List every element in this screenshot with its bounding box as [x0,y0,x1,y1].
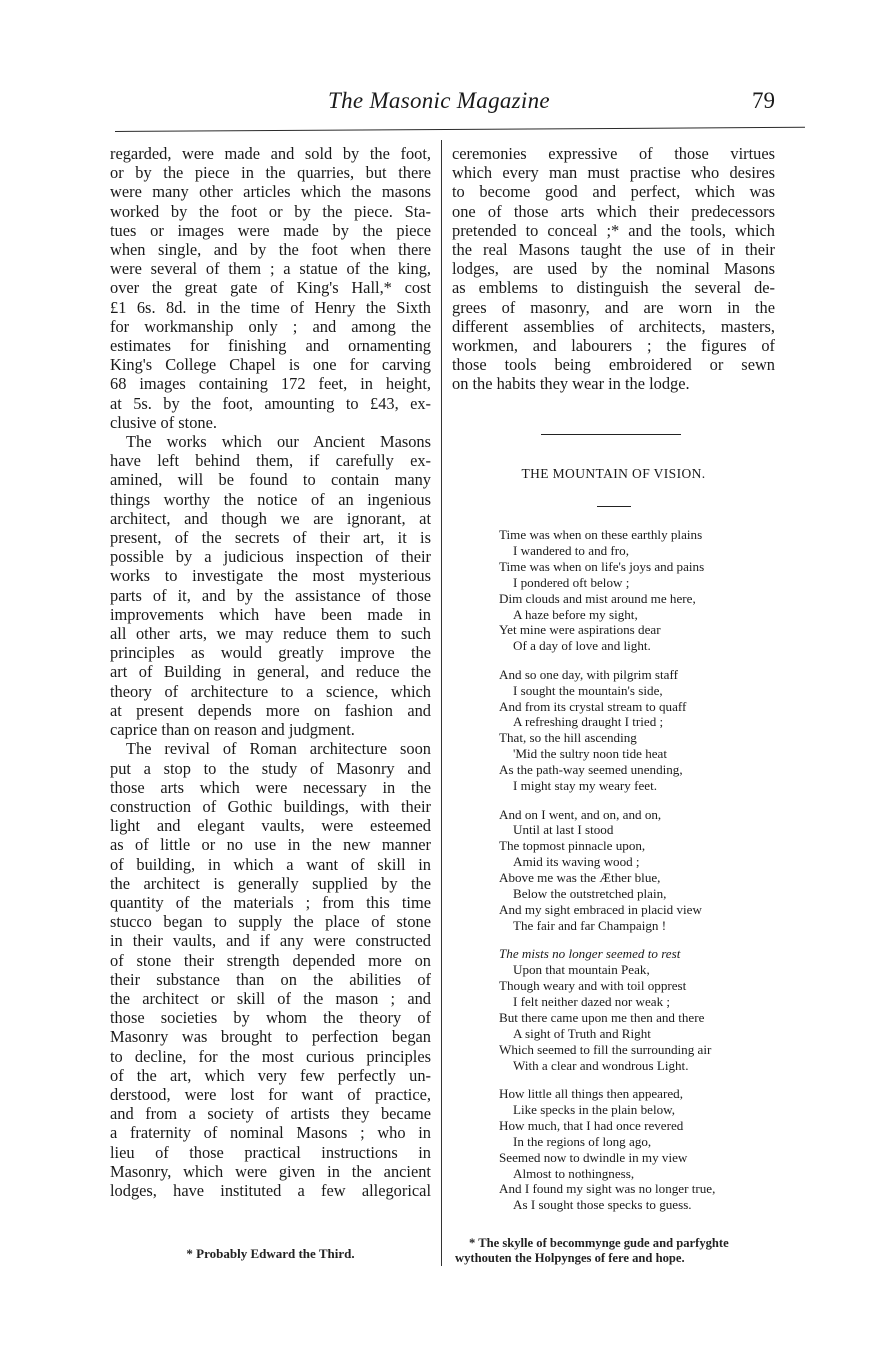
text-line: art of Building in general, and reduce the [110,662,431,682]
text-line: principles as would greatly improve the [110,643,431,663]
poem-line: A sight of Truth and Right [513,1025,651,1041]
text-line: King's College Chapel is one for carving [110,355,431,375]
text-line: theory of architecture to a science, which [110,681,431,701]
text-line: put a stop to the study of Masonry and [110,758,431,778]
text-line: at 5s. by the foot, amounting to £43, ex- [110,393,431,413]
poem-line: And so one day, with pilgrim staff [499,666,678,682]
right-column [452,144,775,394]
poem-line: Dim clouds and mist around me here, [499,590,696,606]
running-head [0,86,889,122]
text-line: as of little or no use in the new manner [110,835,431,855]
poem-line: How much, that I had once revered [499,1117,684,1133]
text-line: a fraternity of nominal Masons ; who in [110,1123,431,1143]
left-column [110,144,431,1200]
text-line: worked by the foot or by the piece. Sta- [110,201,431,221]
text-line: for workmanship only ; and among the [110,316,431,336]
poem-line: Upon that mountain Peak, [513,962,650,978]
text-line: those societies by whom the theory of [110,1008,431,1028]
text-line: parts of it, and by the assistance of those [110,585,431,605]
text-line: were several of them ; a statue of the king, [110,259,431,279]
poem-line: Like specks in the plain below, [513,1101,676,1117]
text-line: lodges, are used by the nominal Masons [452,259,775,279]
text-line: amined, will be found to contain many [110,470,431,490]
text-line: the architect is generally supplied by the [110,873,431,893]
text-line: over the great gate of King's Hall,* cost [110,278,431,298]
text-line: one of those arts which their predecessors [452,201,775,221]
footnote-line: wythouten the Holpynges of fere and hope. [455,1251,685,1265]
text-line: different assemblies of architects, masters, [452,316,775,336]
poem-line: The topmost pinnacle upon, [499,838,646,854]
poem-line: I wandered to and fro, [513,542,629,558]
poem-line: With a clear and wondrous Light. [513,1057,689,1073]
poem-title: THE MOUNTAIN OF VISION. [521,466,706,481]
poem-line: The mists no longer seemed to rest [499,946,681,962]
poem-line: I might stay my weary feet. [513,778,657,794]
poem-line: Until at last I stood [513,822,614,838]
poem-stanza [499,667,784,794]
poem-line: And from its crystal stream to quaff [499,698,687,714]
poem-line: In the regions of long ago, [513,1133,652,1149]
text-line: regarded, were made and sold by the foot, [110,144,431,163]
poem-stanza [499,807,784,934]
poem-line: The fair and far Champaign ! [513,917,667,933]
text-line: present, of the secrets of their art, it is [110,528,431,548]
text-line: possible by a judicious inspection of their [110,547,431,567]
text-line: their substance than on the abilities of [110,969,431,989]
text-line: lodges, have instituted a few allegorical [110,1180,431,1200]
text-line: pretended to conceal ;* and the tools, which [452,220,775,240]
text-line: the real Masons taught the use of in their [452,240,775,260]
text-line: architect, and though we are ignorant, at [110,508,431,528]
text-line: were many other articles which the masons [110,182,431,202]
poem-line: That, so the hill ascending [499,730,637,746]
poem-line: Seemed now to dwindle in my view [499,1149,688,1165]
text-line: tues or images were made by the piece [110,220,431,240]
text-line: lieu of those practical instructions in [110,1142,431,1162]
text-line: at present depends more on fashion and [110,700,431,720]
text-line: quantity of the materials ; from this time [110,892,431,912]
poem-line: Time was when on these earthly plains [499,527,703,542]
poem-line: A refreshing draught I tried ; [513,714,664,730]
poem-line: Time was when on life's joys and pains [499,558,705,574]
poem-line: And on I went, and on, and on, [499,806,662,822]
text-line: on the habits they wear in the lodge. [452,374,690,394]
poem-line: Of a day of love and light. [513,638,651,654]
right-footnote [455,1236,785,1266]
poem-line: Amid its waving wood ; [513,854,640,870]
text-line: and from a society of artists they became [110,1104,431,1124]
text-line: of the art, which very few perfectly un- [110,1065,431,1085]
text-line: caprice than on reason and judgment. [110,720,355,740]
poem-line: A haze before my sight, [513,606,638,622]
poem-line: But there came upon me then and there [499,1009,705,1025]
text-line: grees of masonry, and are worn in the [452,297,775,317]
poem-line: Above me was the Æther blue, [499,870,661,886]
poem-stanza [499,1086,784,1213]
text-line: construction of Gothic buildings, with their [110,796,431,816]
magazine-title: The Masonic Magazine [328,88,550,113]
left-footnote: * Probably Edward the Third. [186,1246,355,1261]
text-line: as emblems to distinguish the several de- [452,278,775,298]
page-number: 79 [752,88,775,113]
poem-stanza [499,527,784,654]
text-line: workmen, and labourers ; the figures of [452,336,775,356]
text-line: or by the piece in the quarries, but there [110,163,431,183]
paragraph [110,432,431,739]
header-rule [115,127,805,132]
paragraph [110,144,431,432]
text-line: The works which our Ancient Masons [126,432,431,452]
text-line: improvements which have been made in [110,604,431,624]
text-line: estimates for finishing and ornamenting [110,336,431,356]
text-line: Masonry was brought to perfection began [110,1027,431,1047]
title-underline-rule [597,506,631,507]
poem-line: As I sought those specks to guess. [513,1197,692,1213]
footnote-line: * The skylle of becommynge gude and parfyghte [469,1236,729,1250]
poem [499,527,784,1226]
poem-line: I sought the mountain's side, [513,682,663,698]
poem-line: Yet mine were aspirations dear [499,622,661,638]
text-line: stucco began to supply the place of stone [110,912,431,932]
text-line: in their vaults, and if any were constructed [110,931,431,951]
paragraph [110,739,431,1200]
text-line: which every man must practise who desires [452,163,775,183]
poem-line: How little all things then appeared, [499,1086,683,1101]
text-line: clusive of stone. [110,412,217,432]
text-line: ceremonies expressive of those virtues [452,144,775,163]
text-line: of stone their strength depended more on [110,950,431,970]
text-line: the architect or skill of the mason ; and [110,988,431,1008]
poem-line: I pondered oft below ; [513,574,630,590]
poem-line: And I found my sight was no longer true, [499,1181,716,1197]
text-line: things worthy the notice of an ingenious [110,489,431,509]
paragraph [452,144,775,394]
text-line: works to investigate the most mysterious [110,566,431,586]
text-line: £1 6s. 8d. in the time of Henry the Sixth [110,297,431,317]
text-line: those arts which were necessary in the [110,777,431,797]
poem-line: And my sight embraced in placid view [499,901,702,917]
poem-line: Below the outstretched plain, [513,886,667,902]
column-divider [441,140,442,1266]
poem-stanza [499,946,784,1073]
text-line: Masonry, which were given in the ancient [110,1161,431,1181]
text-line: 68 images containing 172 feet, in height, [110,374,431,394]
poem-line: Almost to nothingness, [513,1165,635,1181]
text-line: all other arts, we may reduce them to such [110,624,431,644]
text-line: have left behind them, if carefully ex- [110,451,431,471]
poem-line: I felt neither dazed nor weak ; [513,993,671,1009]
poem-line: As the path-way seemed unending, [499,762,683,778]
poem-line: Which seemed to fill the surrounding air [499,1041,712,1057]
section-separator-rule [541,434,681,435]
text-line: light and elegant vaults, were esteemed [110,816,431,836]
text-line: to decline, for the most curious principles [110,1046,431,1066]
text-line: those tools being embroidered or sewn [452,355,775,375]
text-line: The revival of Roman architecture soon [126,739,431,759]
text-line: to become good and perfect, which was [452,182,775,202]
poem-line: 'Mid the sultry noon tide heat [513,746,668,762]
text-line: of building, in which a want of skill in [110,854,431,874]
poem-line: Though weary and with toil opprest [499,978,687,994]
text-line: derstood, were lost for want of practice, [110,1084,431,1104]
text-line: when single, and by the foot when there [110,240,431,260]
